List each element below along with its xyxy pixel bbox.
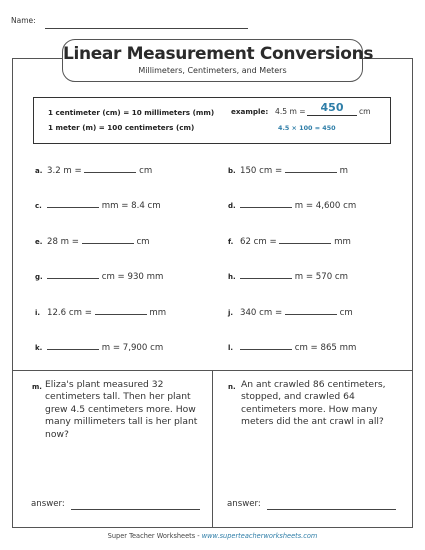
answer-blank[interactable] [240, 349, 292, 350]
problem-before: 3.2 m = [47, 166, 82, 176]
answer-blank[interactable] [240, 207, 292, 208]
name-field[interactable] [45, 28, 248, 29]
reference-box [33, 97, 391, 144]
problem-after: mm [334, 237, 351, 247]
problem-after: cm [139, 166, 153, 176]
reference-line-1: 1 centimeter (cm) = 10 millimeters (mm) [48, 108, 215, 117]
problem-letter: c. [35, 202, 42, 210]
problem-after: m = 570 cm [294, 272, 349, 282]
example-label: example: [231, 107, 269, 116]
problem-l [228, 343, 356, 353]
problem-e [35, 237, 150, 247]
example-blank [307, 115, 357, 116]
problem-letter: d. [228, 202, 236, 210]
problem-j [228, 308, 353, 318]
problem-f [228, 237, 351, 247]
page-title: Linear Measurement Conversions [63, 44, 374, 64]
problem-after: cm [136, 237, 150, 247]
problem-after: m [339, 166, 349, 176]
title-box [62, 39, 374, 82]
problem-i [35, 308, 166, 318]
problem-after: cm = 930 mm [101, 272, 164, 282]
answer-label-m: answer: [31, 499, 65, 509]
problem-letter: i. [35, 309, 41, 317]
problem-after: m = 4,600 cm [294, 201, 357, 211]
answer-blank[interactable] [95, 314, 147, 315]
problem-letter: l. [228, 344, 234, 352]
problem-after: m = 7,900 cm [101, 343, 164, 353]
example-equation: 4.5 m = [275, 107, 306, 116]
name-label: Name: [11, 16, 36, 25]
word-problem-text: Eliza's plant measured 32 centimeters tall. Then her plant grew 4.5 centimeters more. How many millimeters tall is her plant now? [45, 379, 198, 440]
problem-after: mm = 8.4 cm [101, 201, 161, 211]
problem-letter: a. [35, 167, 43, 175]
example-unit: cm [359, 107, 371, 116]
problem-c [35, 201, 161, 211]
problem-before: 28 m = [47, 237, 79, 247]
word-problem-n [228, 379, 411, 429]
answer-blank[interactable] [285, 314, 337, 315]
answer-blank[interactable] [47, 349, 99, 350]
problem-k [35, 343, 163, 353]
problem-letter: e. [35, 238, 43, 246]
word-problem-text: An ant crawled 86 centimeters, stopped, and crawled 64 centimeters more. How many meters did the ant crawl in all? [241, 379, 386, 428]
problem-before: 62 cm = [240, 237, 277, 247]
problem-h [228, 272, 348, 282]
example-answer: 450 [320, 101, 344, 114]
problem-before: 12.6 cm = [47, 308, 92, 318]
answer-blank[interactable] [285, 172, 337, 173]
problem-letter: h. [228, 273, 236, 281]
problem-before: 150 cm = [240, 166, 283, 176]
reference-line-2: 1 meter (m) = 100 centimeters (cm) [48, 123, 195, 132]
problem-after: cm = 865 mm [294, 343, 357, 353]
problem-a [35, 166, 152, 176]
answer-blank[interactable] [84, 172, 136, 173]
answer-blank[interactable] [82, 243, 134, 244]
example-work: 4.5 × 100 = 450 [278, 124, 336, 132]
answer-blank[interactable] [279, 243, 331, 244]
problem-letter: j. [228, 309, 234, 317]
problem-letter: m. [32, 383, 42, 391]
problem-letter: f. [228, 238, 234, 246]
answer-label-n: answer: [227, 499, 261, 509]
page-subtitle: Millimeters, Centimeters, and Meters [138, 66, 287, 75]
answer-blank[interactable] [47, 278, 99, 279]
problem-b [228, 166, 348, 176]
problem-before: 340 cm = [240, 308, 283, 318]
answer-blank[interactable] [240, 278, 292, 279]
word-problem-m [32, 379, 215, 441]
footer-site-link[interactable]: www.superteacherworksheets.com [201, 532, 318, 540]
problem-letter: g. [35, 273, 43, 281]
answer-field-m[interactable] [71, 509, 200, 510]
footer [0, 532, 425, 540]
problem-letter: n. [228, 383, 236, 391]
problem-d [228, 201, 356, 211]
footer-brand: Super Teacher Worksheets - [107, 532, 202, 540]
problem-letter: b. [228, 167, 236, 175]
answer-blank[interactable] [47, 207, 99, 208]
problem-after: mm [149, 308, 167, 318]
problem-after: cm [339, 308, 353, 318]
answer-field-n[interactable] [267, 509, 396, 510]
problem-g [35, 272, 163, 282]
problem-letter: k. [35, 344, 43, 352]
